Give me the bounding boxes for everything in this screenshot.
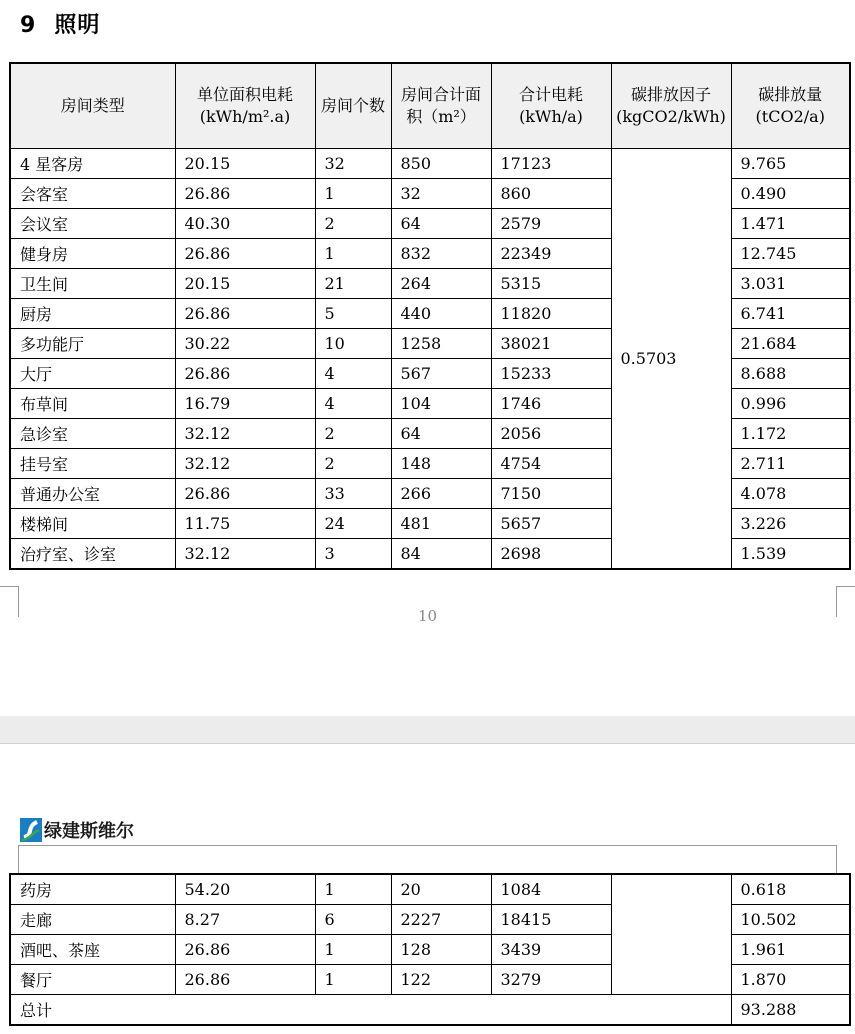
- table-cell: 3.031: [731, 269, 850, 299]
- emission-factor-cell-continued: [611, 874, 731, 995]
- table-cell: 26.86: [175, 299, 315, 329]
- table-cell: 6: [315, 905, 391, 935]
- table-cell: 8.27: [175, 905, 315, 935]
- table-cell: 10: [315, 329, 391, 359]
- table-cell: 3279: [491, 965, 611, 995]
- table-cell: 4: [315, 389, 391, 419]
- table-cell: 3439: [491, 935, 611, 965]
- table-cell: 1746: [491, 389, 611, 419]
- table-cell: 21.684: [731, 329, 850, 359]
- company-logo-icon: [20, 818, 42, 842]
- table-cell: 104: [391, 389, 491, 419]
- total-value: 93.288: [731, 995, 850, 1026]
- table-cell: 38021: [491, 329, 611, 359]
- table-cell: 1.961: [731, 935, 850, 965]
- table-cell: 11.75: [175, 509, 315, 539]
- table-row: [10, 874, 850, 905]
- section-heading: [20, 8, 100, 39]
- table-cell: 1: [315, 935, 391, 965]
- table-cell: 12.745: [731, 239, 850, 269]
- column-header: 碳排放量(tCO2/a): [731, 63, 850, 149]
- table-cell: 会议室: [10, 209, 175, 239]
- company-logo: [20, 818, 134, 842]
- column-header: 房间个数: [315, 63, 391, 149]
- table-cell: 264: [391, 269, 491, 299]
- section-number: 9: [20, 13, 37, 38]
- table-cell: 26.86: [175, 965, 315, 995]
- total-label: 总计: [10, 995, 731, 1026]
- table-row: [10, 149, 850, 179]
- table-cell: 148: [391, 449, 491, 479]
- table-cell: 4754: [491, 449, 611, 479]
- table-cell: 普通办公室: [10, 479, 175, 509]
- table-cell: 治疗室、诊室: [10, 539, 175, 570]
- table-cell: 5315: [491, 269, 611, 299]
- table-cell: 26.86: [175, 179, 315, 209]
- total-row: [10, 995, 850, 1026]
- table-cell: 6.741: [731, 299, 850, 329]
- table-cell: 128: [391, 935, 491, 965]
- table-cell: 32.12: [175, 419, 315, 449]
- table-cell: 10.502: [731, 905, 850, 935]
- table-cell: 18415: [491, 905, 611, 935]
- table-cell: 酒吧、茶座: [10, 935, 175, 965]
- table-cell: 122: [391, 965, 491, 995]
- table-cell: 20.15: [175, 149, 315, 179]
- column-header: 合计电耗(kWh/a): [491, 63, 611, 149]
- table-cell: 1.172: [731, 419, 850, 449]
- table-cell: 20: [391, 874, 491, 905]
- table-cell: 22349: [491, 239, 611, 269]
- table-cell: 1: [315, 239, 391, 269]
- table-cell: 4: [315, 359, 391, 389]
- logo-text: 绿建斯维尔: [44, 821, 134, 842]
- table-cell: 卫生间: [10, 269, 175, 299]
- page-header-border-left: [18, 845, 19, 873]
- table-cell: 850: [391, 149, 491, 179]
- table-cell: 健身房: [10, 239, 175, 269]
- table-cell: 2: [315, 209, 391, 239]
- table-cell: 药房: [10, 874, 175, 905]
- table-cell: 4 星客房: [10, 149, 175, 179]
- table-cell: 4.078: [731, 479, 850, 509]
- table-cell: 33: [315, 479, 391, 509]
- table-cell: 64: [391, 209, 491, 239]
- column-header: 房间合计面积（m²）: [391, 63, 491, 149]
- table-cell: 5657: [491, 509, 611, 539]
- column-header: 单位面积电耗(kWh/m².a): [175, 63, 315, 149]
- table-cell: 2227: [391, 905, 491, 935]
- table-cell: 2: [315, 449, 391, 479]
- table-cell: 2698: [491, 539, 611, 570]
- table-cell: 1: [315, 179, 391, 209]
- table-cell: 11820: [491, 299, 611, 329]
- table-cell: 21: [315, 269, 391, 299]
- section-title: 照明: [54, 13, 101, 38]
- table-cell: 440: [391, 299, 491, 329]
- table-cell: 32: [315, 149, 391, 179]
- table-cell: 0.618: [731, 874, 850, 905]
- table-cell: 832: [391, 239, 491, 269]
- table-cell: 24: [315, 509, 391, 539]
- table-cell: 15233: [491, 359, 611, 389]
- table-cell: 26.86: [175, 479, 315, 509]
- table-cell: 54.20: [175, 874, 315, 905]
- table-cell: 3: [315, 539, 391, 570]
- table-cell: 1.539: [731, 539, 850, 570]
- emission-factor-cell: 0.5703: [611, 149, 731, 570]
- table-cell: 266: [391, 479, 491, 509]
- table-cell: 0.996: [731, 389, 850, 419]
- table-cell: 1.870: [731, 965, 850, 995]
- table-cell: 2: [315, 419, 391, 449]
- table-cell: 7150: [491, 479, 611, 509]
- table-cell: 26.86: [175, 359, 315, 389]
- table-cell: 1084: [491, 874, 611, 905]
- table-cell: 0.490: [731, 179, 850, 209]
- table-cell: 16.79: [175, 389, 315, 419]
- table-cell: 挂号室: [10, 449, 175, 479]
- table-cell: 1258: [391, 329, 491, 359]
- table-cell: 2579: [491, 209, 611, 239]
- lighting-carbon-table-continued: [9, 873, 851, 1026]
- table-cell: 84: [391, 539, 491, 570]
- table-cell: 2.711: [731, 449, 850, 479]
- page-header-rule: [18, 845, 836, 846]
- table-cell: 9.765: [731, 149, 850, 179]
- table-cell: 会客室: [10, 179, 175, 209]
- table-cell: 1.471: [731, 209, 850, 239]
- table-cell: 8.688: [731, 359, 850, 389]
- table-cell: 32.12: [175, 449, 315, 479]
- column-header: 房间类型: [10, 63, 175, 149]
- table-cell: 40.30: [175, 209, 315, 239]
- table-cell: 多功能厅: [10, 329, 175, 359]
- page-header-border-right: [836, 845, 837, 873]
- table-cell: 大厅: [10, 359, 175, 389]
- table-cell: 860: [491, 179, 611, 209]
- table-cell: 布草间: [10, 389, 175, 419]
- page-number: 10: [417, 607, 438, 625]
- table-cell: 1: [315, 874, 391, 905]
- table-cell: 26.86: [175, 239, 315, 269]
- table-cell: 楼梯间: [10, 509, 175, 539]
- table-cell: 32: [391, 179, 491, 209]
- table-cell: 30.22: [175, 329, 315, 359]
- table-cell: 481: [391, 509, 491, 539]
- table-cell: 64: [391, 419, 491, 449]
- table-cell: 餐厅: [10, 965, 175, 995]
- table-cell: 32.12: [175, 539, 315, 570]
- table-cell: 走廊: [10, 905, 175, 935]
- table-cell: 567: [391, 359, 491, 389]
- lighting-carbon-table: [9, 62, 851, 570]
- table-cell: 17123: [491, 149, 611, 179]
- table-cell: 5: [315, 299, 391, 329]
- page-gap: [0, 716, 855, 744]
- table-cell: 26.86: [175, 935, 315, 965]
- table-header-row: [10, 63, 850, 149]
- table-cell: 1: [315, 965, 391, 995]
- table-cell: 3.226: [731, 509, 850, 539]
- table-cell: 厨房: [10, 299, 175, 329]
- table-cell: 急诊室: [10, 419, 175, 449]
- table-cell: 2056: [491, 419, 611, 449]
- column-header: 碳排放因子(kgCO2/kWh): [611, 63, 731, 149]
- table-cell: 20.15: [175, 269, 315, 299]
